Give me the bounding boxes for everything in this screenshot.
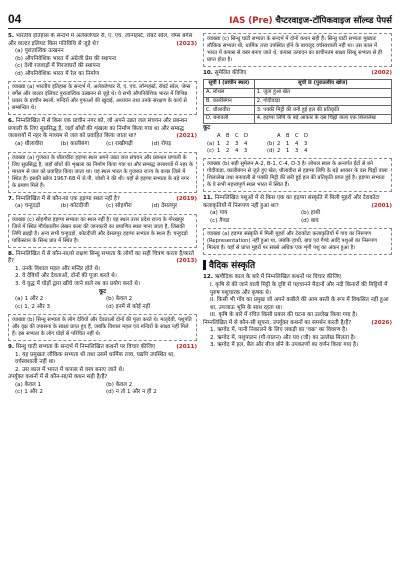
code-cell: 3 xyxy=(244,148,248,155)
explanation-10: व्याख्या (b) सही सुमेलन A-2, B-1, C-4, D-3 है। लोथल स्थल के अन्तर्गत ईंटों से बने गोदीवाड़ा, कालीबंगन से जुते हुए खेत, धौलावीरा से हड़प्पा लिपि के बड़े आकार के दस चिह्नों वाला शिलालेख तथा बनावली से पक्की मिट्टी की बनी हुई हल की प्रतिकृति प्राप्त हुई है। हड़प्पा सभ्यता के ये सभी महत्त्वपूर्ण स्थल भारत में स्थित हैं। xyxy=(203,158,392,192)
code-cell: 2 xyxy=(277,148,281,155)
options xyxy=(203,210,392,225)
code-head: C xyxy=(295,133,299,140)
option: (b) केवल 2 xyxy=(106,296,133,303)
code-head: C xyxy=(235,133,239,140)
page-header xyxy=(8,6,392,29)
match-cell: 2. गोदीवाड़ा xyxy=(254,97,391,106)
option: (c) देशी रजवाड़ों में गिरजाघरों की स्थापना xyxy=(15,63,101,70)
code-cell: (b) xyxy=(267,140,275,147)
question-text: सिन्धु घाटी सभ्यता के सन्दर्भ में निम्नलिखित कथनों पर विचार कीजिए xyxy=(15,344,156,351)
question-11 xyxy=(203,195,392,225)
option: (a) केवल 1 xyxy=(15,381,42,388)
match-table xyxy=(203,79,392,124)
code-cell: 4 xyxy=(295,140,299,147)
code-label: कूट xyxy=(98,288,107,295)
code-cell: 4 xyxy=(235,148,239,155)
question-number: 8. xyxy=(8,250,15,257)
match-cell: C. धौलावीरा xyxy=(204,106,255,115)
columns xyxy=(8,33,392,559)
option: 3. ऋग्वेद में हल, बैल और बीज बोने के उपकरणों का वर्णन किया गया है। xyxy=(210,342,359,349)
question-text: निम्नलिखित में से किस एक प्राचीन नगर को, जो अपने उन्नत जल संचयन और प्रबन्धन प्रणाली के लिए सुप्रसिद्ध है, जहाँ बाँधों की शृंखला का निर्माण किया गया था और सम्बद्ध जलाशयों में नहर के माध्यम से जल को प्रवाहित किया जाता था? xyxy=(8,118,188,140)
option: (c) 1, 2 और 3 xyxy=(15,303,51,310)
code-label: कूट xyxy=(203,124,211,131)
question-number: 11. xyxy=(203,195,213,202)
code-head: A xyxy=(217,133,221,140)
match-cell: 3. पक्की मिट्टी की बनी हुई हल की प्रतिकृति xyxy=(254,106,391,115)
question-text: निम्नलिखित पशुओं में से किस एक का हड़प्पा संस्कृति में मिली मुहरों और टेराकोटा कलाकृतियों में निरूपण नहीं हुआ था? xyxy=(203,195,380,209)
statement: 2. वे देवियों और देवताओं, दोनों की पूजा करते थे। xyxy=(15,273,117,280)
option: 1. ऋग्वेद में, पानी निकालने के लिए लकड़ी का 'चक्र' का विवरण है। xyxy=(210,327,348,334)
explanation-9: व्याख्या (c) सिन्धु घाटी सभ्यता के सन्दर्भ में दोनों कथन सही हैं। सिन्धु घाटी सभ्यता मुख्यतः लौकिक सभ्यता थी, धार्मिक तत्त्व उपस्थित होने के बावजूद वर्चस्वशाली नहीं था। उस काल में भारत में कपास से वस्त्र बनाए जाते थे, कपास उत्पादन का प्राचीनतम साक्ष्य सिन्धु सभ्यता से ही प्राप्त होता है। xyxy=(203,33,392,67)
option: (c) 1 और 2 xyxy=(15,389,43,396)
statement: II. किसी भी गाँव का प्रमुख जो अपने कबीले की आम बस्ती के रूप में विकसित नहीं हुआ था, उपजाऊ भूमि के साथ रहता था। xyxy=(210,297,389,311)
option: (d) इनमें से कोई नहीं xyxy=(106,303,151,310)
question-ask: उपर्युक्त कथनों में से कौन-सा/से कथन सही है/हैं? xyxy=(8,374,108,381)
section-title: वैदिक संस्कृति xyxy=(209,261,256,272)
code-cell: 2 xyxy=(226,148,230,155)
statement: 2. उस काल में भारत में कपास से वस्त्र बनाए जाते थे। xyxy=(15,366,125,373)
match-cell: B. कालीबंगन xyxy=(204,97,255,106)
code-cell: 3 xyxy=(304,140,308,147)
question-year: (2023) xyxy=(176,40,197,47)
option: (b) केवल 2 xyxy=(106,381,133,388)
question-10 xyxy=(203,70,392,155)
question-number: 9. xyxy=(8,344,15,351)
option: (c) सोहगौरा xyxy=(106,203,132,210)
explanation-5: व्याख्या (a) भारतीय इतिहास के सन्दर्भ में, अलेक्जेण्डर री, ए. एच. लॉन्गहर्स्ट, रॉबर्ट स्वेल, जेम्स बर्गेस और वाल्टर इलियट पुरातात्विक उत्खनन से जुड़े थे। ये सभी औपनिवेशिक भारत में विभिन्न प्रकार के प्राचीन स्थलों, मन्दिरों और गुफाओं की खुदाई, अध्ययन तथा उनके संरक्षण के कार्य से सम्बन्धित थे। xyxy=(8,81,197,115)
code-cell: 1 xyxy=(286,148,290,155)
question-number: 7. xyxy=(8,195,15,202)
option: (d) रोपड़ xyxy=(151,140,172,147)
match-cell: D. बनावली xyxy=(204,114,255,123)
option: (a) पुरातात्विक उत्खनन xyxy=(15,48,64,55)
match-header-2: सूची II (पुरातत्वीय खोज) xyxy=(254,79,391,88)
option: (b) कोटदीजी xyxy=(60,203,89,210)
statement: III. कृषि के बारे में रचित किसी प्रकार की घटना का उल्लेख किया गया है। xyxy=(210,312,358,319)
option: 2. ऋग्वेद में, पशुपालन (गौ-पालन) और यव (जौ) का उल्लेख मिलता है। xyxy=(210,334,356,341)
code-cell: (c) xyxy=(207,148,214,155)
options xyxy=(8,382,197,397)
code-cell: (d) xyxy=(267,148,275,155)
statement: 1. उनके विशाल महल और मन्दिर होते थे। xyxy=(15,265,101,272)
option: (c) गैण्डा xyxy=(210,217,230,224)
option: (b) औपनिवेशिक भारत में अंग्रेजी प्रेस की स्थापना xyxy=(15,55,117,62)
question-number: 10. xyxy=(203,70,213,77)
code-head: B xyxy=(226,133,230,140)
question-ask-text: निम्नलिखित में से कौन-सी सूचना, उपर्युक्त कथनों का समर्थन करती है/हैं? xyxy=(203,319,352,326)
question-year: (2021) xyxy=(176,133,197,140)
question-year: (2011) xyxy=(176,344,197,351)
book-title xyxy=(229,14,392,26)
section-heading xyxy=(203,258,392,271)
code-cell: 2 xyxy=(226,140,230,147)
explanation-6: व्याख्या (a) गुजरात के धौलावीरा हड़प्पा स्थल अपने उन्नत जल संचयन और प्रबन्धन प्रणाली के लिए सुप्रसिद्ध है, जहाँ बाँधों की शृंखला का निर्माण किया गया था और सम्बद्ध जलाशयों में नहर के माध्यम से जल को प्रवाहित किया जाता था। यह स्थल भारत के गुजरात राज्य के कच्छ जिले में स्थित है। इसकी खोज 1967-68 में जे.पी. जोशी ने की थी। यहाँ से हड़प्पा सभ्यता के बड़े नगर के प्रमाण मिले हैं। xyxy=(8,152,197,193)
code-cell: 3 xyxy=(295,148,299,155)
question-5 xyxy=(8,33,197,78)
code-head: A xyxy=(277,133,281,140)
code-cell: 2 xyxy=(277,140,281,147)
question-year: (2013) xyxy=(176,258,197,265)
code-cell: 4 xyxy=(304,148,308,155)
question-12 xyxy=(203,274,392,349)
statement: I. कृषि से की जाने वाली मिट्टी के दृष्टि से पहचानने मैदानों और नदी किनारों की मिट्टियों में पुरुष पशुचारक और कृषक थे। xyxy=(210,282,388,296)
question-text: ऋग्वैदिक काल के बारे में निम्नलिखित कथनों पर विचार कीजिए xyxy=(214,274,342,281)
explanation-8: व्याख्या (b) सिन्धु सभ्यता के लोग देवियों और देवताओं दोनों की पूजा करते थे। मातृदेवी, पशुपति और वृक्ष की उपासना के साक्ष्य प्राप्त हुए हैं, जबकि विशाल महल एवं मन्दिरों के साक्ष्य नहीं मिले हैं। इस सभ्यता के लोग घोड़ों से परिचित नहीं थे। xyxy=(8,314,197,341)
match-cell: 1. जुता हुआ खेत xyxy=(254,88,391,97)
options xyxy=(8,203,197,211)
question-number: 5. xyxy=(8,33,15,39)
question-8 xyxy=(8,251,197,311)
question-9 xyxy=(8,344,197,397)
code-cell: 3 xyxy=(235,140,239,147)
section-marker xyxy=(203,260,206,270)
question-6 xyxy=(8,118,197,148)
match-cell: 4. हड़प्पा लिपि के बड़े आकार के दस चिह्नों वाला एक शिलालेख xyxy=(254,114,391,123)
answer-code-grid xyxy=(207,133,392,155)
code-head: D xyxy=(244,133,248,140)
question-number: 12. xyxy=(203,274,213,281)
statement: 3. वे युद्ध में घोड़ों द्वारा खींचे जाने वाले रथ का प्रयोग करते थे। xyxy=(15,280,140,287)
code-cell: 1 xyxy=(217,148,221,155)
option: (d) बाघ xyxy=(301,217,319,224)
option: (b) कालीबंगा xyxy=(60,140,89,147)
option: (a) धौलावीरा xyxy=(15,140,43,147)
option: (b) हाथी xyxy=(301,210,321,217)
explanation-7: व्याख्या (c) सोहगौरा हड़प्पा सभ्यता का स्थल नहीं है। यह स्थल उत्तर प्रदेश राज्य के गोरखपुर जिले में स्थित मौर्यकालीन लेखन कला की जानकारी का प्रमाणित स्थल माना जाता है, जिसकी लिपि ब्राह्मी है। अन्य सभी चन्हुदड़ो, कोटदीजी और देसलपुर हड़प्पा सभ्यता के स्थल हैं। चन्हुदड़ो पाकिस्तान के सिन्ध प्रांत में स्थित है। xyxy=(8,214,197,248)
code-cell: 1 xyxy=(286,140,290,147)
question-year: (2019) xyxy=(176,195,197,202)
right-column xyxy=(203,33,392,559)
option: (a) गाय xyxy=(210,210,228,217)
code-cell: (a) xyxy=(207,140,215,147)
question-7 xyxy=(8,196,197,211)
option: (d) न तो 1 और न ही 2 xyxy=(106,389,157,396)
question-text: निम्नलिखित में से कौन-सा एक हड़प्पा स्थल नहीं है? xyxy=(15,195,120,202)
code-cell: 1 xyxy=(217,140,221,147)
code-head: B xyxy=(286,133,290,140)
match-header-1: सूची I (प्राचीन स्थल) xyxy=(204,79,255,88)
match-cell: A. लोथल xyxy=(204,88,255,97)
question-year: (2026) xyxy=(371,319,392,326)
option: (d) औपनिवेशिक भारत में रेल का निर्माण xyxy=(15,70,100,77)
page-number: 04 xyxy=(8,12,22,26)
option: (c) राखीगढ़ी xyxy=(106,140,133,147)
question-text: निम्नलिखित में से कौन-सा/से लक्षण सिन्धु सभ्यता के लोगों का सही चित्रण करता है/करते हैं? xyxy=(8,250,194,265)
option: (a) चन्हुदड़ो xyxy=(15,203,41,210)
options xyxy=(8,296,197,311)
question-text: सुमेलित कीजिए xyxy=(214,70,247,77)
question-year: (2002) xyxy=(371,70,392,77)
code-cell: 4 xyxy=(244,140,248,147)
option: (d) देसलपुर xyxy=(151,203,178,210)
statement: 1. यह प्रमुखतः लौकिक सभ्यता थी तथा उसमें धार्मिक तत्त्व, यद्यपि उपस्थित था, वर्चस्वशाली नहीं था। xyxy=(15,351,175,366)
question-year: (2001) xyxy=(371,202,392,209)
options xyxy=(8,141,197,149)
book-title-prefix: IAS (Pre) xyxy=(229,16,273,26)
book-title-rest: चैप्टरवाइज-टॉपिकवाइज सॉल्व्ड पेपर्स xyxy=(275,16,392,26)
explanation-11: व्याख्या (a) हड़प्पा संस्कृति में मिली मुहरों और टेराकोटा कलाकृतियों में गाय का निरूपण (Representation) नहीं हुआ था, जबकि हाथी, बाघ एवं गैण्डे आदि पशुओं का निरूपण मिलता है। यहाँ से प्राप्त मुहरों पर सबसे अधिक एक शृंगी पशु का अंकन हुआ है। xyxy=(203,228,392,255)
question-number: 6. xyxy=(8,118,15,125)
question-text: भारतीय इतिहास के सन्दर्भ में अलेक्जेण्डर री, ए. एच. लॉन्गहर्स्ट, रॉबर्ट स्वेल, जेम्स बर्गेस और वाल्टर इलियट किस गतिविधि से जुड़े थे? xyxy=(8,33,193,47)
code-head: D xyxy=(304,133,308,140)
left-column xyxy=(8,33,197,559)
option: (a) 1 और 2 xyxy=(15,296,44,303)
